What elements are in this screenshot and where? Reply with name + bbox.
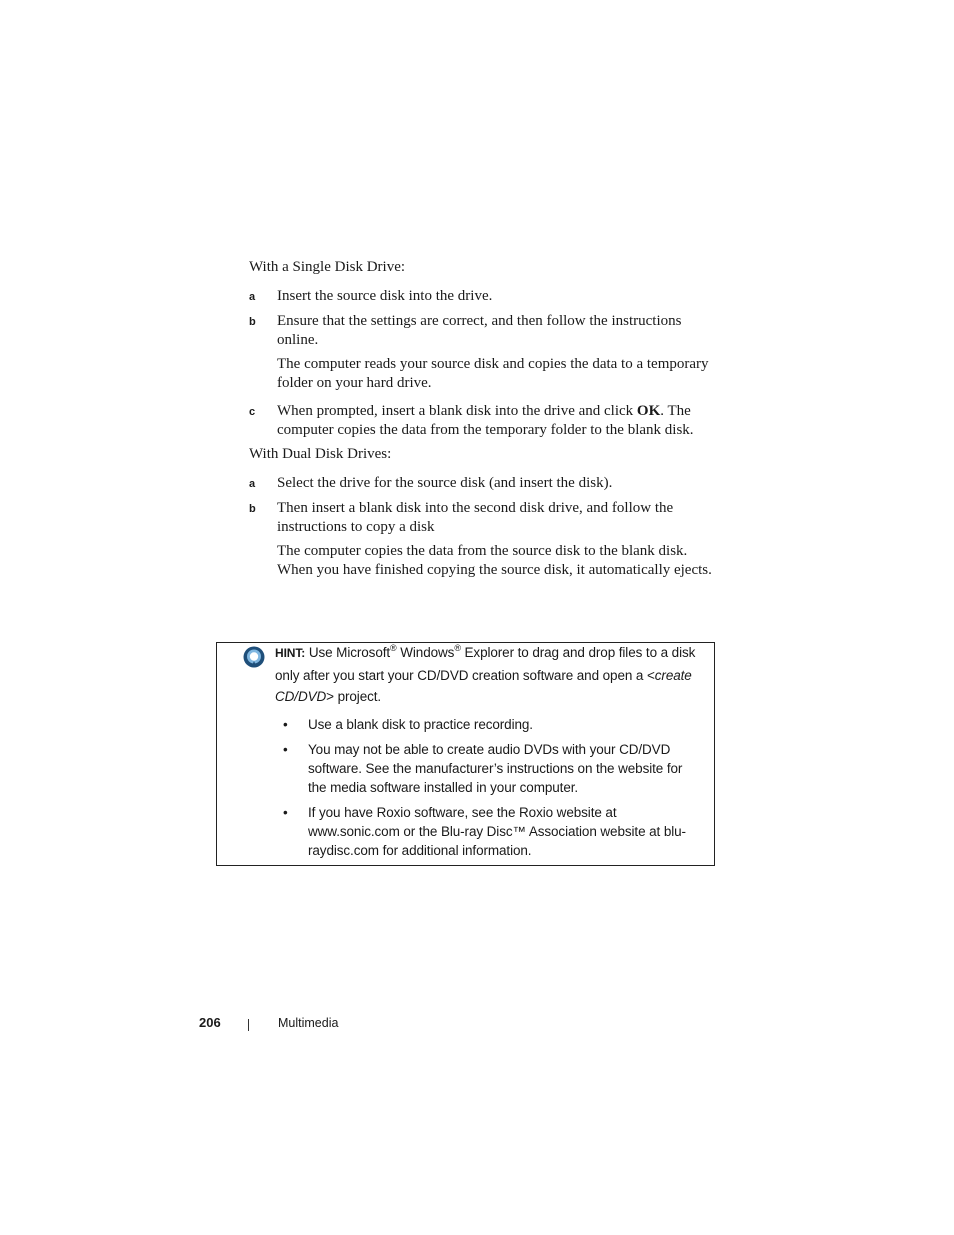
bullet-text: You may not be able to create audio DVDs with your CD/DVD software. See the manufacturer’s instructions on the website for the media software installed in your computer. <box>308 742 683 795</box>
single-step-c <box>249 402 719 440</box>
hint-part: > project. <box>326 689 382 704</box>
step-marker: c <box>249 406 256 418</box>
bullet-text: If you have Roxio software, see the Roxio website at www.sonic.com or the Blu-ray Disc™ Association website at blu-raydisc.com for additional information. <box>308 805 686 858</box>
step-text: Select the drive for the source disk (and insert the disk). <box>277 475 613 491</box>
bullet-icon: • <box>283 717 288 732</box>
dual-drive-heading: With Dual Disk Drives: <box>249 446 392 462</box>
dual-step-a <box>249 474 719 493</box>
dual-note: The computer copies the data from the source disk to the blank disk. When you have finished copying the source disk, it automatically ejects. <box>277 543 712 578</box>
hint-part: Use Microsoft <box>305 645 391 660</box>
step-text: Insert the source disk into the drive. <box>277 288 493 304</box>
ok-label: OK <box>636 403 661 419</box>
single-step-b <box>249 312 719 350</box>
bullet-text: Use a blank disk to practice recording. <box>308 717 533 732</box>
dual-step-b <box>249 499 719 537</box>
step-text: Ensure that the settings are correct, and then follow the instructions online. <box>277 313 682 348</box>
step-marker: b <box>249 316 256 328</box>
step-text: Then insert a blank disk into the second disk drive, and follow the instructions to copy a disk <box>277 500 674 535</box>
hint-part: Windows <box>396 645 455 660</box>
hint-bullet-1 <box>283 715 703 734</box>
bullet-icon: • <box>283 805 288 820</box>
page-number: 206 <box>199 1015 221 1030</box>
hint-bullet-3 <box>283 803 703 860</box>
registered-mark: ® <box>390 643 397 653</box>
footer-divider <box>248 1019 249 1031</box>
single-step-a <box>249 287 719 306</box>
step-marker: b <box>249 503 256 515</box>
step-text <box>277 402 719 440</box>
hint-label: HINT: <box>275 646 306 660</box>
hint-icon <box>243 646 265 668</box>
step-marker: a <box>249 291 256 303</box>
bullet-icon: • <box>283 742 288 757</box>
hint-bullet-2 <box>283 740 703 797</box>
step-text-before: When prompted, insert a blank disk into the drive and click <box>277 403 637 419</box>
registered-mark: ® <box>454 643 461 653</box>
hint-italic: create CD/DVD <box>275 667 692 704</box>
footer-section-title: Multimedia <box>278 1016 339 1030</box>
hint-part: Explorer to drag and drop files to a disk only after you start your CD/DVD creation software and open a < <box>275 645 696 683</box>
step-text-after: . The computer copies the data from the temporary folder to the blank disk. <box>277 403 694 438</box>
hint-text <box>275 642 705 708</box>
step-marker: a <box>249 478 256 490</box>
single-note: The computer reads your source disk and copies the data to a temporary folder on your hard drive. <box>277 356 709 391</box>
single-drive-heading: With a Single Disk Drive: <box>249 259 406 275</box>
